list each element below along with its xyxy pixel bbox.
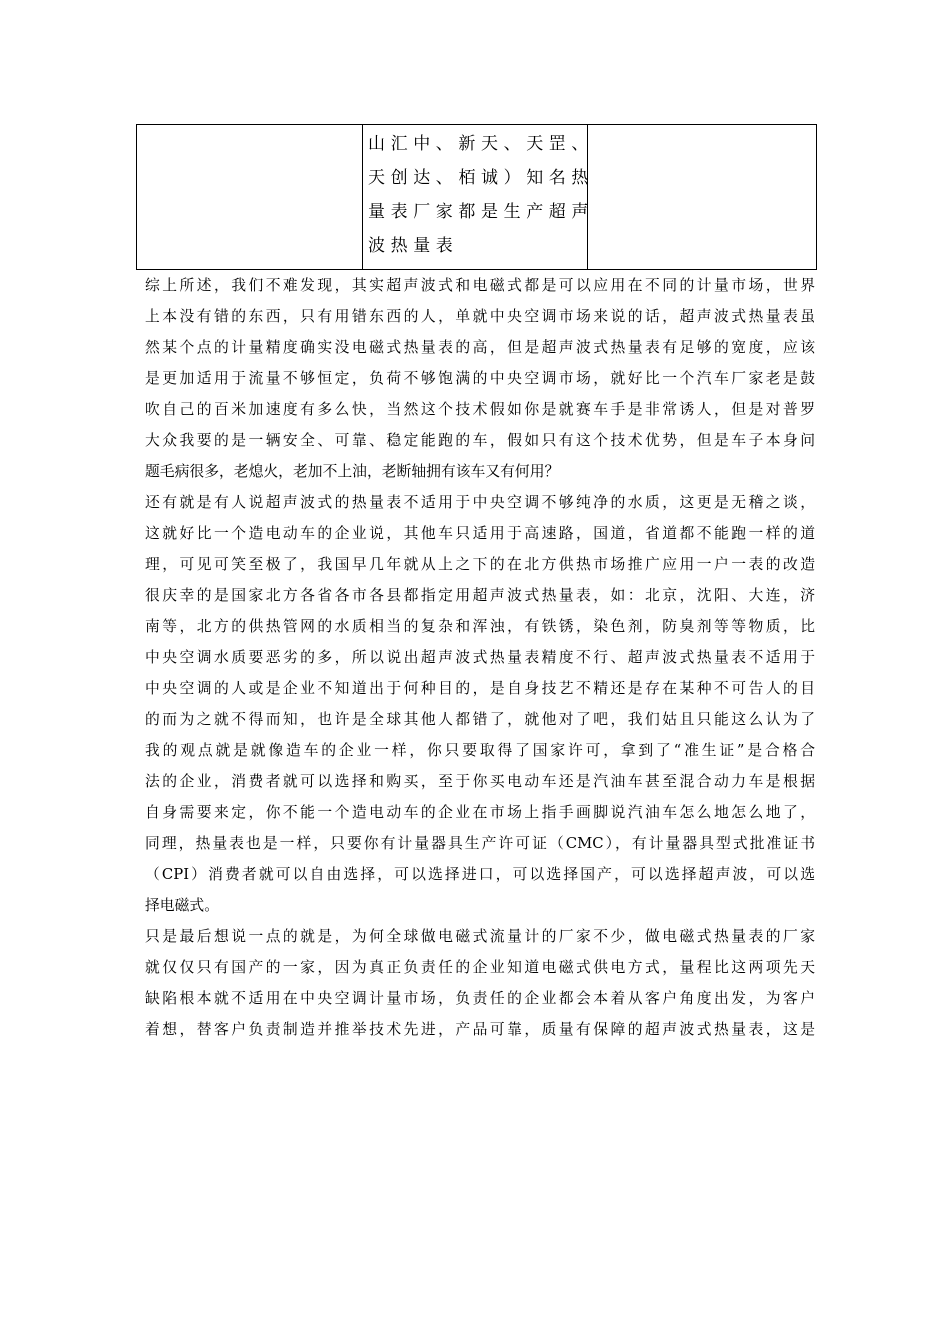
text-line: 这就好比一个造电动车的企业说，其他车只适用于高速路，国道，省道都不能跑一样的道	[145, 525, 815, 542]
table-cell-manufacturers	[363, 125, 594, 270]
cell-line: 量表厂家都是生产超声	[368, 202, 594, 222]
paragraph-conclusion	[145, 921, 815, 1045]
text-line: 大众我要的是一辆安全、可靠、稳定能跑的车，假如只有这个技术优势，但是车子本身问	[145, 432, 815, 449]
text-line: 法的企业，消费者就可以选择和购买，至于你买电动车还是汽油车甚至混合动力车是根据	[145, 773, 815, 790]
text-line: 就仅仅只有国产的一家，因为真正负责任的企业知道电磁式供电方式，量程比这两项先天	[145, 959, 815, 976]
cell-line: 波热量表	[368, 236, 459, 256]
text-line: 还有就是有人说超声波式的热量表不适用于中央空调不够纯净的水质，这更是无稽之谈，	[145, 494, 815, 511]
text-line: 南等，北方的供热管网的水质相当的复杂和浑浊，有铁锈，染色剂，防臭剂等等物质，比	[145, 618, 815, 635]
text-line: 吹自己的百米加速度有多么快，当然这个技术假如你是就赛车手是非常诱人，但是对普罗	[145, 401, 815, 418]
table-cell-empty-left	[137, 125, 363, 270]
paragraph-summary	[145, 270, 815, 487]
text-line: 很庆幸的是国家北方各省各市各县都指定用超声波式热量表，如：北京，沈阳、大连，济	[145, 587, 815, 604]
text-line: 是更加适用于流量不够恒定，负荷不够饱满的中央空调市场，就好比一个汽车厂家老是鼓	[145, 370, 815, 387]
text-line: 题毛病很多，老熄火，老加不上油，老断轴拥有该车又有何用？	[145, 463, 560, 480]
cell-line: 天创达、栢诚）知名热	[368, 168, 594, 188]
text-line: （CPI）消费者就可以自由选择，可以选择进口，可以选择国产，可以选择超声波，可以选	[145, 866, 815, 883]
text-line: 择电磁式。	[145, 897, 219, 914]
text-line: 缺陷根本就不适用在中央空调计量市场，负责任的企业都会本着从客户角度出发，为客户	[145, 990, 815, 1007]
text-line: 然某个点的计量精度确实没电磁式热量表的高，但是超声波式热量表有足够的宽度，应该	[145, 339, 815, 356]
text-line: 我的观点就是就像造车的企业一样，你只要取得了国家许可，拿到了“准生证”是合格合	[145, 742, 815, 759]
text-line: 中央空调水质要恶劣的多，所以说出超声波式热量表精度不行、超声波式热量表不适用于	[145, 649, 815, 666]
paragraph-water-quality	[145, 487, 815, 921]
table-row	[137, 125, 817, 270]
table-cell-empty-right	[588, 125, 817, 270]
text-line: 只是最后想说一点的就是，为何全球做电磁式流量计的厂家不少，做电磁式热量表的厂家	[145, 928, 815, 945]
table-fragment	[136, 124, 817, 270]
text-line: 理，可见可笑至极了，我国早几年就从上之下的在北方供热市场推广应用一户一表的改造	[145, 556, 815, 573]
text-line: 综上所述，我们不难发现，其实超声波式和电磁式都是可以应用在不同的计量市场，世界	[145, 277, 815, 294]
text-line: 上本没有错的东西，只有用错东西的人，单就中央空调市场来说的话，超声波式热量表虽	[145, 308, 815, 325]
text-line: 的而为之就不得而知，也许是全球其他人都错了，就他对了吧，我们姑且只能这么认为了	[145, 711, 815, 728]
text-line: 中央空调的人或是企业不知道出于何种目的，是自身技艺不精还是存在某种不可告人的目	[145, 680, 815, 697]
text-line: 着想，替客户负责制造并推举技术先进，产品可靠，质量有保障的超声波式热量表，这是	[145, 1021, 815, 1038]
text-line: 自身需要来定，你不能一个造电动车的企业在市场上指手画脚说汽油车怎么地怎么地了，	[145, 804, 815, 821]
text-line: 同理，热量表也是一样，只要你有计量器具生产许可证（CMC），有计量器具型式批准证书	[145, 835, 815, 852]
body-text	[145, 270, 815, 1045]
cell-line: 山汇中、新天、天罡、	[368, 134, 594, 154]
